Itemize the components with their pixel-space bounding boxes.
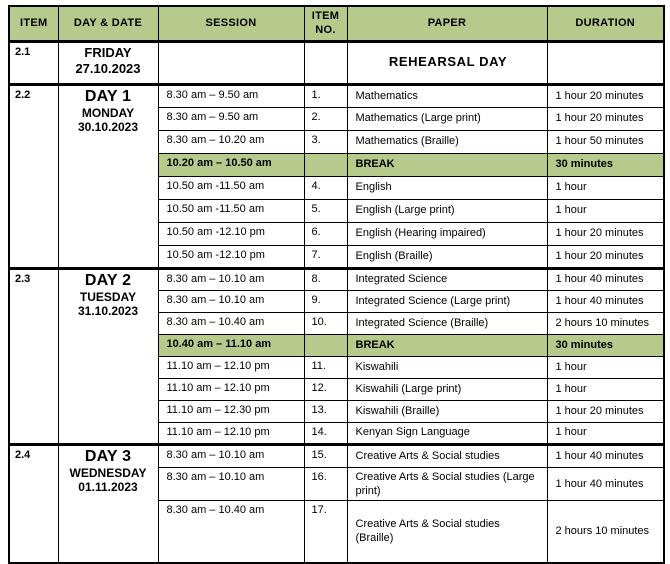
duration-cell: 1 hour 40 minutes [547, 467, 664, 501]
duration-cell: 1 hour 40 minutes [547, 268, 664, 290]
session-cell: 8.30 am – 10.20 am [158, 130, 304, 153]
session-cell [158, 41, 304, 84]
session-cell: 11.10 am – 12.10 pm [158, 378, 304, 400]
timetable-header-row [9, 6, 664, 41]
duration-cell: 2 hours 10 minutes [547, 501, 664, 563]
day-cell [58, 444, 158, 563]
duration-cell: 1 hour 20 minutes [547, 222, 664, 245]
header-day-date: DAY & DATE [58, 6, 158, 41]
item-cell: 2.4 [9, 444, 58, 563]
item-no-cell: 5. [304, 199, 347, 222]
duration-cell: 1 hour [547, 176, 664, 199]
item-no-cell: 7. [304, 245, 347, 268]
day-name: DAY 3 [84, 447, 132, 465]
day-date: 30.10.2023 [77, 120, 139, 135]
duration-cell: 30 minutes [547, 334, 664, 356]
duration-cell: 1 hour 20 minutes [547, 245, 664, 268]
item-cell: 2.2 [9, 84, 58, 268]
session-cell: 11.10 am – 12.10 pm [158, 356, 304, 378]
paper-cell: Mathematics (Braille) [347, 130, 547, 153]
item-cell: 2.3 [9, 268, 58, 444]
day-name: DAY 1 [84, 87, 132, 105]
duration-cell: 1 hour 40 minutes [547, 444, 664, 467]
session-cell: 8.30 am – 10.10 am [158, 268, 304, 290]
paper-cell: BREAK [347, 153, 547, 176]
item-no-cell: 15. [304, 444, 347, 467]
session-cell: 11.10 am – 12.10 pm [158, 422, 304, 444]
day-cell [58, 41, 158, 84]
day-name: DAY 2 [84, 271, 132, 289]
session-cell: 11.10 am – 12.30 pm [158, 400, 304, 422]
duration-cell: 30 minutes [547, 153, 664, 176]
header-session: SESSION [158, 6, 304, 41]
item-no-cell: 2. [304, 107, 347, 130]
item-no-cell: 3. [304, 130, 347, 153]
paper-cell: Integrated Science [347, 268, 547, 290]
day-name: FRIDAY [84, 44, 132, 60]
paper-cell: Kiswahili [347, 356, 547, 378]
paper-cell: REHEARSAL DAY [347, 41, 547, 84]
paper-cell: Kiswahili (Braille) [347, 400, 547, 422]
header-paper: PAPER [347, 6, 547, 41]
paper-cell: Integrated Science (Braille) [347, 312, 547, 334]
item-no-cell [304, 153, 347, 176]
session-cell: 10.50 am -11.50 am [158, 176, 304, 199]
session-cell: 8.30 am – 10.10 am [158, 444, 304, 467]
session-cell: 8.30 am – 10.10 am [158, 290, 304, 312]
day-date: 01.11.2023 [78, 480, 138, 495]
duration-cell: 1 hour 50 minutes [547, 130, 664, 153]
session-cell: 8.30 am – 9.50 am [158, 84, 304, 107]
day-weekday: WEDNESDAY [69, 465, 147, 480]
day-weekday: MONDAY [81, 105, 135, 120]
paper-cell: Kiswahili (Large print) [347, 378, 547, 400]
duration-cell: 1 hour [547, 199, 664, 222]
item-no-cell [304, 334, 347, 356]
item-no-cell: 9. [304, 290, 347, 312]
table-row [9, 268, 664, 290]
header-item-no: ITEM NO. [304, 6, 347, 41]
session-cell: 10.40 am – 11.10 am [158, 334, 304, 356]
header-duration: DURATION [547, 6, 664, 41]
item-no-cell: 4. [304, 176, 347, 199]
duration-cell: 1 hour 40 minutes [547, 290, 664, 312]
duration-cell [547, 41, 664, 84]
paper-cell: English [347, 176, 547, 199]
exam-timetable [8, 5, 665, 564]
paper-cell: Creative Arts & Social studies [347, 444, 547, 467]
day-date: 31.10.2023 [77, 304, 139, 319]
item-no-cell: 14. [304, 422, 347, 444]
session-cell: 10.50 am -12.10 pm [158, 245, 304, 268]
duration-cell: 1 hour [547, 378, 664, 400]
paper-cell: English (Hearing impaired) [347, 222, 547, 245]
session-cell: 8.30 am – 10.10 am [158, 467, 304, 501]
duration-cell: 2 hours 10 minutes [547, 312, 664, 334]
paper-cell: Creative Arts & Social studies (Braille) [347, 501, 547, 563]
item-no-cell: 8. [304, 268, 347, 290]
session-cell: 10.50 am -11.50 am [158, 199, 304, 222]
item-cell: 2.1 [9, 41, 58, 84]
session-cell: 10.20 am – 10.50 am [158, 153, 304, 176]
session-cell: 8.30 am – 10.40 am [158, 312, 304, 334]
session-cell: 10.50 am -12.10 pm [158, 222, 304, 245]
day-date: 27.10.2023 [75, 60, 141, 76]
item-no-cell [304, 41, 347, 84]
item-no-cell: 1. [304, 84, 347, 107]
paper-cell: Creative Arts & Social studies (Large print) [347, 467, 547, 501]
item-no-cell: 16. [304, 467, 347, 501]
session-cell: 8.30 am – 10.40 am [158, 501, 304, 563]
paper-cell: English (Braille) [347, 245, 547, 268]
item-no-cell: 6. [304, 222, 347, 245]
item-no-cell: 13. [304, 400, 347, 422]
item-no-cell: 17. [304, 501, 347, 563]
item-no-cell: 10. [304, 312, 347, 334]
paper-cell: Kenyan Sign Language [347, 422, 547, 444]
table-row [9, 41, 664, 84]
duration-cell: 1 hour [547, 356, 664, 378]
item-no-cell: 11. [304, 356, 347, 378]
duration-cell: 1 hour [547, 422, 664, 444]
paper-cell: Integrated Science (Large print) [347, 290, 547, 312]
header-item: ITEM [9, 6, 58, 41]
paper-cell: Mathematics (Large print) [347, 107, 547, 130]
day-weekday: TUESDAY [79, 289, 137, 304]
table-row [9, 444, 664, 467]
duration-cell: 1 hour 20 minutes [547, 107, 664, 130]
session-cell: 8.30 am – 9.50 am [158, 107, 304, 130]
item-no-cell: 12. [304, 378, 347, 400]
duration-cell: 1 hour 20 minutes [547, 400, 664, 422]
day-cell [58, 84, 158, 268]
paper-cell: English (Large print) [347, 199, 547, 222]
duration-cell: 1 hour 20 minutes [547, 84, 664, 107]
paper-cell: BREAK [347, 334, 547, 356]
day-cell [58, 268, 158, 444]
table-row [9, 84, 664, 107]
paper-cell: Mathematics [347, 84, 547, 107]
